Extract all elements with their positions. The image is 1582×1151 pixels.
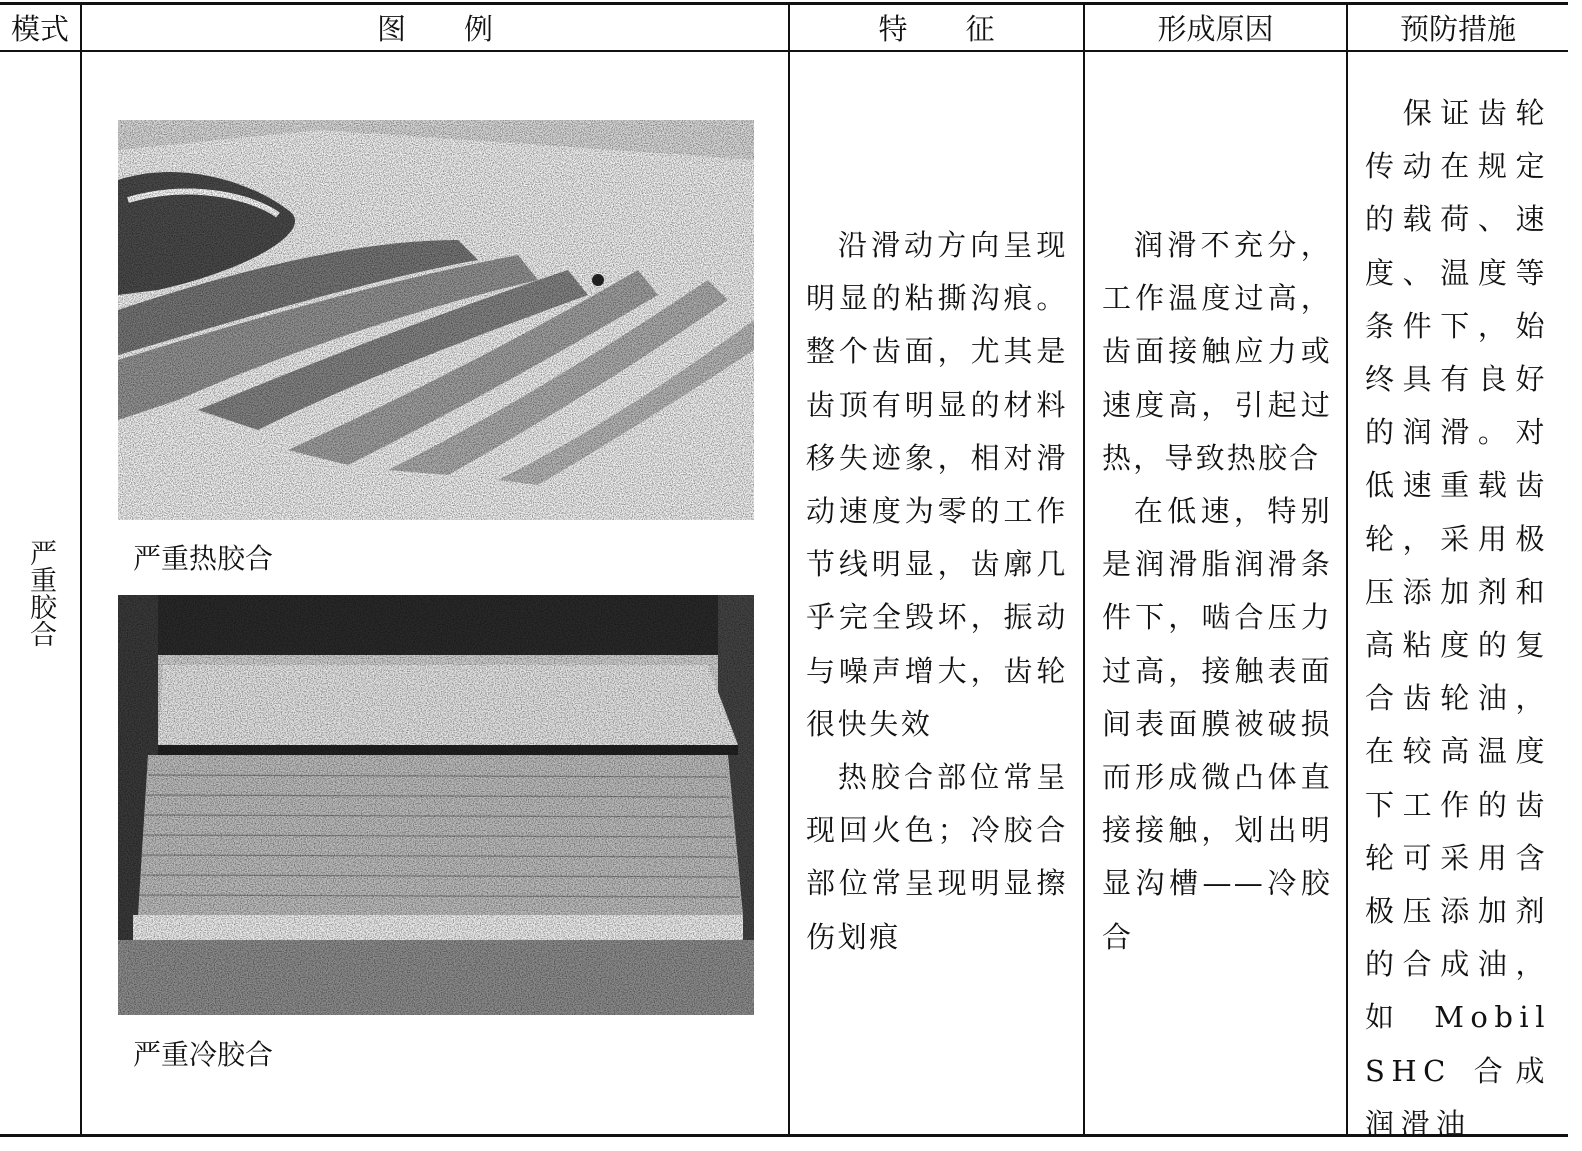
column-divider	[788, 4, 790, 1135]
table-bottom-border	[0, 1134, 1568, 1137]
prevention-text	[1365, 87, 1551, 1151]
feature-paragraph: 热胶合部位常呈现回火色；冷胶合部位常呈现明显擦伤划痕	[806, 760, 1068, 954]
mode-cell	[0, 52, 80, 1134]
header-mode: 模式	[10, 11, 69, 46]
gear-teeth-photo-icon	[118, 120, 754, 520]
cause-paragraph: 润滑不充分，工作温度过高，齿面接触应力或速度高，引起过热，导致热胶合	[1102, 228, 1332, 475]
column-divider	[1083, 4, 1085, 1135]
caption-cold-gluing: 严重冷胶合	[133, 1038, 274, 1071]
cause-paragraph: 在低速，特别是润滑脂润滑条件下，啮合压力过高，接触表面间表面膜被破损而形成微凸体直接接触，划出明显沟槽——冷胶合	[1102, 494, 1332, 954]
header-feature: 特 征	[878, 11, 995, 46]
mode-label: 严重胶合	[25, 539, 56, 647]
prevention-paragraph: 保证齿轮传动在规定的载荷、速度、温度等条件下，始终具有良好的润滑。对低速重载齿轮，采用极压添加剂和高粘度的复合齿轮油，在较高温度下工作的齿轮可采用含极压添加剂的合成油，如 Mobil SHC 合成润滑油	[1365, 96, 1551, 1141]
header-prevention: 预防措施	[1399, 11, 1516, 46]
caption-hot-gluing: 严重热胶合	[133, 542, 274, 575]
header-divider	[0, 50, 1568, 52]
header-cause: 形成原因	[1157, 11, 1274, 46]
column-divider	[80, 4, 82, 1135]
cause-text	[1102, 219, 1332, 964]
gear-tooth-scored-photo-icon	[118, 595, 754, 1015]
feature-paragraph: 沿滑动方向呈现明显的粘撕沟痕。整个齿面，尤其是齿顶有明显的材料移失迹象，相对滑动速度为零的工作节线明显，齿廓几乎完全毁坏，振动与噪声增大，齿轮很快失效	[806, 228, 1068, 741]
header-figure: 图 例	[376, 11, 493, 46]
feature-text	[806, 219, 1068, 964]
column-divider	[1346, 4, 1348, 1135]
